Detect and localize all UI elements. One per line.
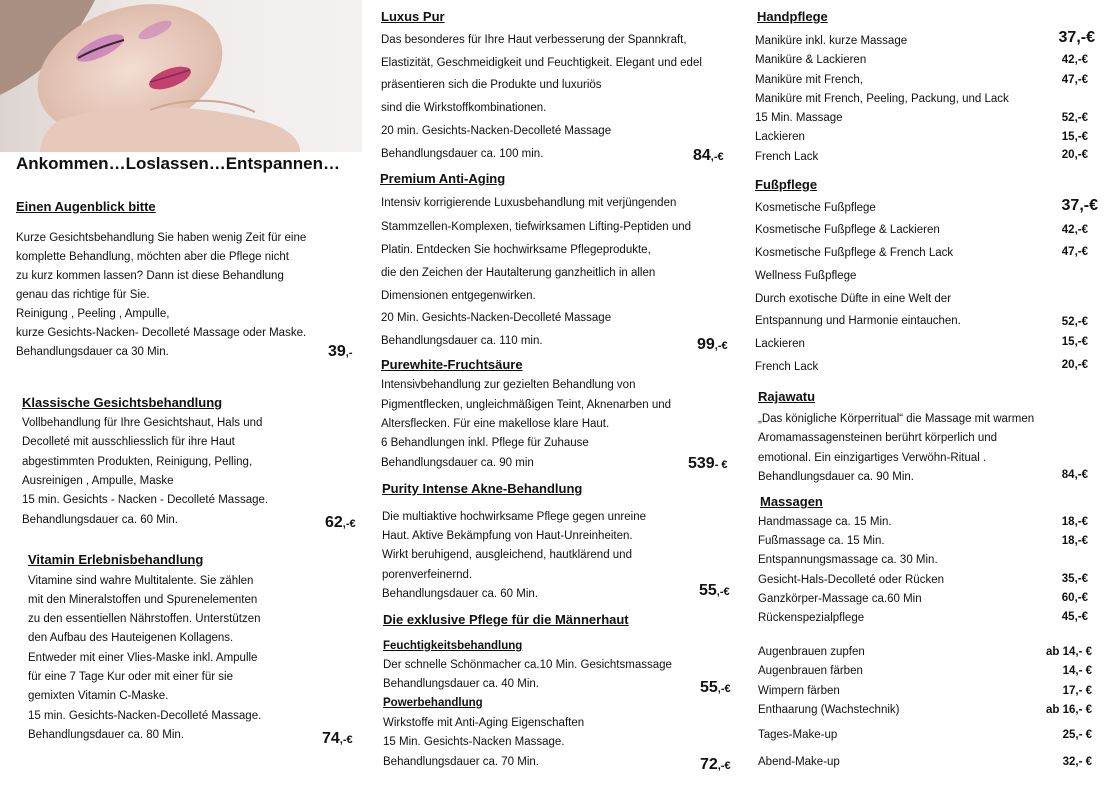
list-item: Wimpern färben: [758, 685, 840, 697]
text-line: Haut. Aktive Bekämpfung von Haut-Unreinheiten.: [382, 530, 633, 542]
price: 84,-€: [693, 147, 724, 164]
list-item: Kosmetische Fußpflege: [755, 202, 876, 214]
list-item: Durch exotische Düfte in eine Welt der: [755, 293, 952, 305]
list-item: Abend-Make-up: [758, 756, 840, 768]
text-line: Intensivbehandlung zur gezielten Behandlung von: [381, 379, 636, 391]
text-line: Wirkstoffe mit Anti-Aging Eigenschaften: [383, 717, 585, 729]
item-price: ab 14,- €: [1045, 646, 1092, 658]
text-line: genau das richtige für Sie.: [16, 289, 150, 301]
item-price: ab 16,- €: [1045, 704, 1092, 716]
section-title: Die exklusive Pflege für die Männerhaut: [383, 612, 629, 627]
text-line: „Das königliche Körperritual“ die Massage mit warmen: [758, 413, 1035, 425]
subsection-title: Powerbehandlung: [383, 697, 483, 709]
list-item: Wellness Fußpflege: [755, 270, 857, 282]
text-line: zu kurz kommen lassen? Dann ist diese Behandlung: [16, 270, 284, 282]
section-title: Purity Intense Akne-Behandlung: [382, 481, 583, 496]
text-line: Ausreinigen , Ampulle, Maske: [22, 475, 174, 487]
text-line: Kurze Gesichtsbehandlung Sie haben wenig Zeit für eine: [16, 232, 307, 244]
text-line: Behandlungsdauer ca. 60 Min.: [382, 588, 538, 600]
price: 55,-€: [700, 679, 731, 696]
list-item: Enthaarung (Wachstechnik): [758, 704, 900, 716]
item-price: 42,-€: [1061, 54, 1088, 66]
subsection-title: Feuchtigkeitsbehandlung: [383, 640, 523, 652]
item-price: 15,-€: [1061, 131, 1088, 143]
list-item: Kosmetische Fußpflege & French Lack: [755, 247, 954, 259]
section-title: Purewhite-Fruchtsäure: [381, 357, 523, 372]
text-line: Die multiaktive hochwirksame Pflege gegen unreine: [382, 511, 647, 523]
list-item: 15 Min. Massage: [755, 112, 843, 124]
price: 539- €: [688, 455, 728, 472]
text-line: Altersflecken. Für eine makellose klare Haut.: [381, 418, 610, 430]
list-item: Handmassage ca. 15 Min.: [758, 516, 892, 528]
price: 74,-€: [322, 730, 353, 747]
section-title: Vitamin Erlebnisbehandlung: [28, 552, 204, 567]
list-item: French Lack: [755, 361, 819, 373]
section-title: Handpflege: [757, 9, 828, 24]
text-line: präsentieren sich die Produkte und luxuriös: [381, 79, 602, 91]
text-line: für eine 7 Tage Kur oder mit einer für sie: [28, 671, 233, 683]
item-price: 35,-€: [1061, 573, 1088, 585]
portrait-image: [0, 0, 362, 152]
text-line: Wirkt beruhigend, ausgleichend, hautklärend und: [382, 549, 632, 561]
tagline: Ankommen…Loslassen…Entspannen…: [16, 154, 341, 173]
section-title: Einen Augenblick bitte: [16, 199, 156, 214]
text-line: Das besonderes für Ihre Haut verbesserung der Spannkraft,: [381, 34, 687, 46]
item-price: 47,-€: [1061, 246, 1088, 258]
item-price: 52,-€: [1061, 112, 1088, 124]
list-item: Lackieren: [755, 338, 805, 350]
text-line: Behandlungsdauer ca. 90 Min.: [758, 471, 914, 483]
text-line: Behandlungsdauer ca. 90 min: [381, 457, 534, 469]
item-price: 20,-€: [1061, 359, 1088, 371]
text-line: den Aufbau des Hauteigenen Kollagens.: [28, 632, 234, 644]
text-line: die den Zeichen der Hautalterung ganzheitlich in allen: [381, 267, 656, 279]
text-line: Behandlungsdauer ca. 100 min.: [381, 148, 544, 160]
item-price: 14,- €: [1062, 665, 1092, 677]
text-line: Dimensionen entgegenwirken.: [381, 290, 536, 302]
item-price: 15,-€: [1061, 336, 1088, 348]
text-line: 20 Min. Gesichts-Nacken-Decolleté Massage: [381, 312, 612, 324]
list-item: Kosmetische Fußpflege & Lackieren: [755, 224, 940, 236]
text-line: Der schnelle Schönmacher ca.10 Min. Gesichtsmassage: [383, 659, 672, 671]
text-line: emotional. Ein einzigartiges Verwöhn-Ritual .: [758, 452, 987, 464]
section-title: Premium Anti-Aging: [380, 171, 506, 186]
text-line: Behandlungsdauer ca. 70 Min.: [383, 756, 539, 768]
text-line: porenverfeinernd.: [382, 569, 473, 581]
text-line: Behandlungsdauer ca. 60 Min.: [22, 514, 178, 526]
text-line: Behandlungsdauer ca 30 Min.: [16, 346, 169, 358]
section-title: Rajawatu: [758, 389, 816, 404]
text-line: Behandlungsdauer ca. 80 Min.: [28, 729, 184, 741]
item-price: 18,-€: [1061, 535, 1088, 547]
price: 39,-: [328, 343, 353, 360]
text-line: Behandlungsdauer ca. 40 Min.: [383, 678, 539, 690]
text-line: Reinigung , Peeling , Ampulle,: [16, 308, 170, 320]
list-item: Maniküre mit French, Peeling, Packung, und Lack: [755, 93, 1009, 105]
text-line: Elastizität, Geschmeidigkeit und Feuchtigkeit. Elegant und edel: [381, 57, 702, 69]
item-price: 84,-€: [1061, 469, 1088, 481]
section-title: Massagen: [760, 494, 823, 509]
list-item: Maniküre mit French,: [755, 74, 864, 86]
text-line: Pigmentflecken, ungleichmäßigen Teint, Aknenarben und: [381, 399, 672, 411]
text-line: Vollbehandlung für Ihre Gesichtshaut, Hals und: [22, 417, 263, 429]
woman-face-illustration: [0, 0, 362, 152]
list-item: French Lack: [755, 151, 819, 163]
list-item: Gesicht-Hals-Decolleté oder Rücken: [758, 574, 944, 586]
item-price: 32,- €: [1062, 756, 1092, 768]
price: 99,-€: [697, 336, 728, 353]
item-price: 52,-€: [1061, 316, 1088, 328]
item-price: 42,-€: [1061, 224, 1088, 236]
price: 55,-€: [699, 582, 730, 599]
list-item: Augenbrauen zupfen: [758, 646, 865, 658]
text-line: komplette Behandlung, möchten aber die Pflege nicht: [16, 251, 289, 263]
item-price: 25,- €: [1062, 729, 1092, 741]
item-price: 45,-€: [1061, 611, 1088, 623]
list-item: Ganzkörper-Massage ca.60 Min: [758, 593, 922, 605]
list-item: Tages-Make-up: [758, 729, 838, 741]
section-title: Klassische Gesichtsbehandlung: [22, 395, 223, 410]
text-line: 15 min. Gesichts-Nacken-Decolleté Massage.: [28, 710, 262, 722]
text-line: mit den Mineralstoffen und Spurenelementen: [28, 594, 258, 606]
text-line: Aromamassagensteinen berührt körperlich und: [758, 432, 998, 444]
price: 62,-€: [325, 514, 356, 531]
list-item: Maniküre inkl. kurze Massage: [755, 35, 908, 47]
item-price: 37,-€: [1058, 29, 1095, 46]
text-line: Behandlungsdauer ca. 110 min.: [381, 335, 543, 347]
text-line: zu den essentiellen Nährstoffen. Unterstützen: [28, 613, 261, 625]
list-item: Entspannungsmassage ca. 30 Min.: [758, 554, 938, 566]
text-line: abgestimmten Produkten, Reinigung, Pelling,: [22, 456, 253, 468]
list-item: Lackieren: [755, 131, 805, 143]
list-item: Entspannung und Harmonie eintauchen.: [755, 315, 961, 327]
text-line: 20 min. Gesichts-Nacken-Decolleté Massage: [381, 125, 612, 137]
text-line: sind die Wirkstoffkombinationen.: [381, 102, 547, 114]
text-line: Vitamine sind wahre Multitalente. Sie zählen: [28, 575, 254, 587]
text-line: gemixten Vitamin C-Maske.: [28, 690, 169, 702]
text-line: kurze Gesichts-Nacken- Decolleté Massage oder Maske.: [16, 327, 307, 339]
list-item: Fußmassage ca. 15 Min.: [758, 535, 885, 547]
item-price: 37,-€: [1061, 197, 1098, 214]
item-price: 60,-€: [1061, 592, 1088, 604]
list-item: Rückenspezialpflege: [758, 612, 865, 624]
price: 72,-€: [700, 756, 731, 773]
section-title: Fußpflege: [755, 177, 818, 192]
list-item: Augenbrauen färben: [758, 665, 863, 677]
text-line: Decolleté mit ausschliesslich für ihre Haut: [22, 436, 235, 448]
text-line: Entweder mit einer Vlies-Maske inkl. Ampulle: [28, 652, 258, 664]
text-line: 15 min. Gesichts - Nacken - Decolleté Massage.: [22, 494, 269, 506]
text-line: Stammzellen-Komplexen, tiefwirksamen Lifting-Peptiden und: [381, 221, 692, 233]
text-line: 15 Min. Gesichts-Nacken Massage.: [383, 736, 565, 748]
item-price: 17,- €: [1062, 685, 1092, 697]
section-title: Luxus Pur: [381, 9, 445, 24]
text-line: Intensiv korrigierende Luxusbehandlung mit verjüngenden: [381, 197, 677, 209]
text-line: 6 Behandlungen inkl. Pflege für Zuhause: [381, 437, 589, 449]
item-price: 47,-€: [1061, 74, 1088, 86]
text-line: Platin. Entdecken Sie hochwirksame Pflegeprodukte,: [381, 244, 651, 256]
item-price: 18,-€: [1061, 516, 1088, 528]
list-item: Maniküre & Lackieren: [755, 54, 867, 66]
item-price: 20,-€: [1061, 149, 1088, 161]
